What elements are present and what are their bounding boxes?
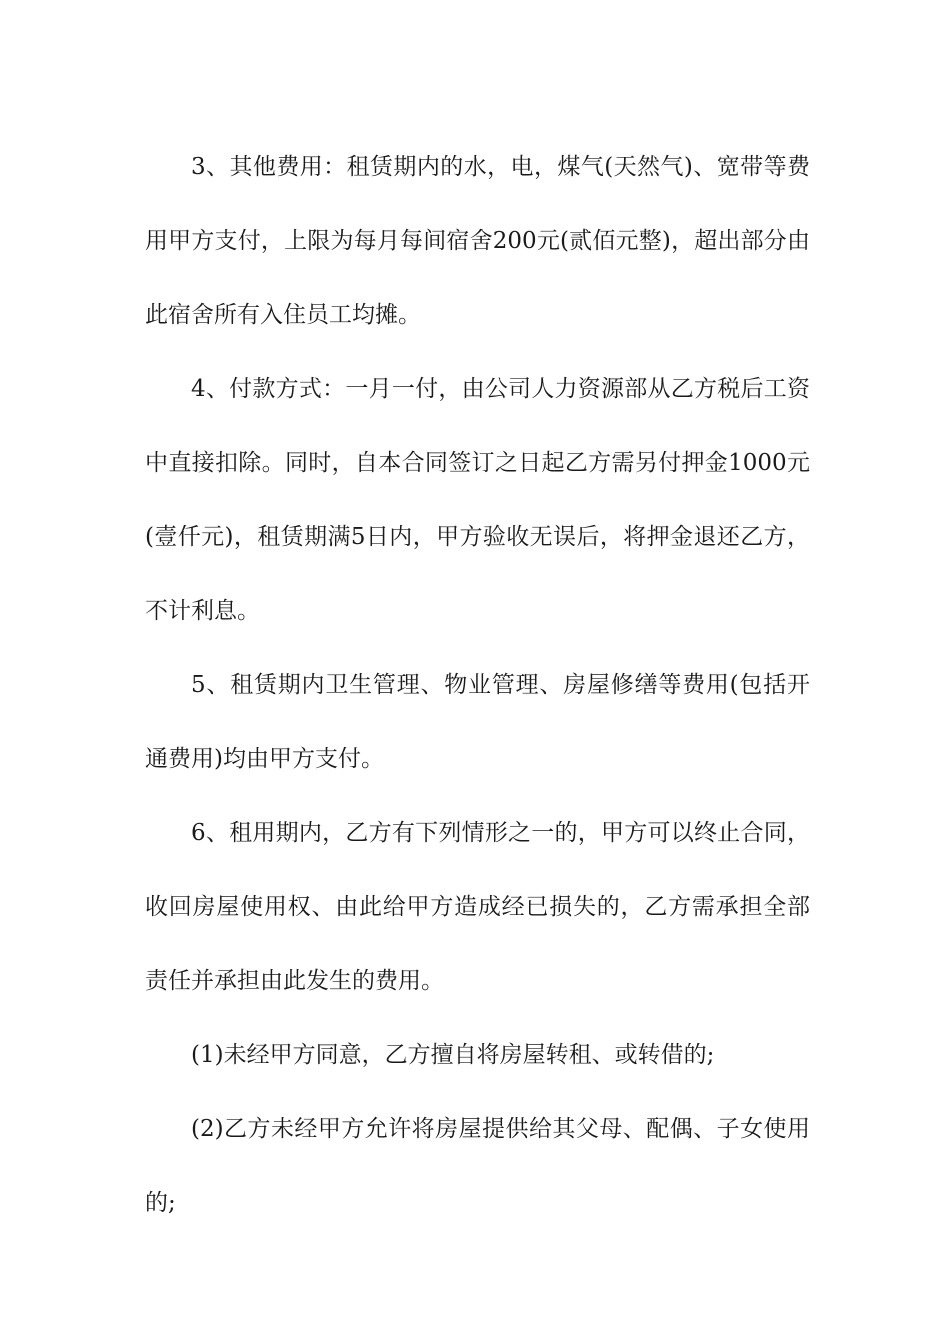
clause-6-item-1: (1)未经甲方同意，乙方擅自将房屋转租、或转借的;	[191, 1042, 715, 1068]
clause-3-other-fees: 3、其他费用：租赁期内的水，电，煤气(天然气)、宽带等费用甲方支付，上限为每月每间宿舍200元(贰佰元整)，超出部分由此宿舍所有入住员工均摊。	[145, 154, 810, 328]
clause-6-item-2: (2)乙方未经甲方允许将房屋提供给其父母、配偶、子女使用的;	[145, 1116, 810, 1216]
clause-4-payment-method: 4、付款方式：一月一付，由公司人力资源部从乙方税后工资中直接扣除。同时，自本合同签订之日起乙方需另付押金1000元(壹仟元)，租赁期满5日内，甲方验收无误后，将押金退还乙方，不计利息。	[145, 376, 810, 624]
clause-6-termination: 6、租用期内，乙方有下列情形之一的，甲方可以终止合同，收回房屋使用权、由此给甲方造成经已损失的，乙方需承担全部责任并承担由此发生的费用。	[145, 820, 810, 994]
document-body	[145, 130, 810, 1240]
clause-5-maintenance-fees: 5、租赁期内卫生管理、物业管理、房屋修缮等费用(包括开通费用)均由甲方支付。	[145, 672, 810, 772]
